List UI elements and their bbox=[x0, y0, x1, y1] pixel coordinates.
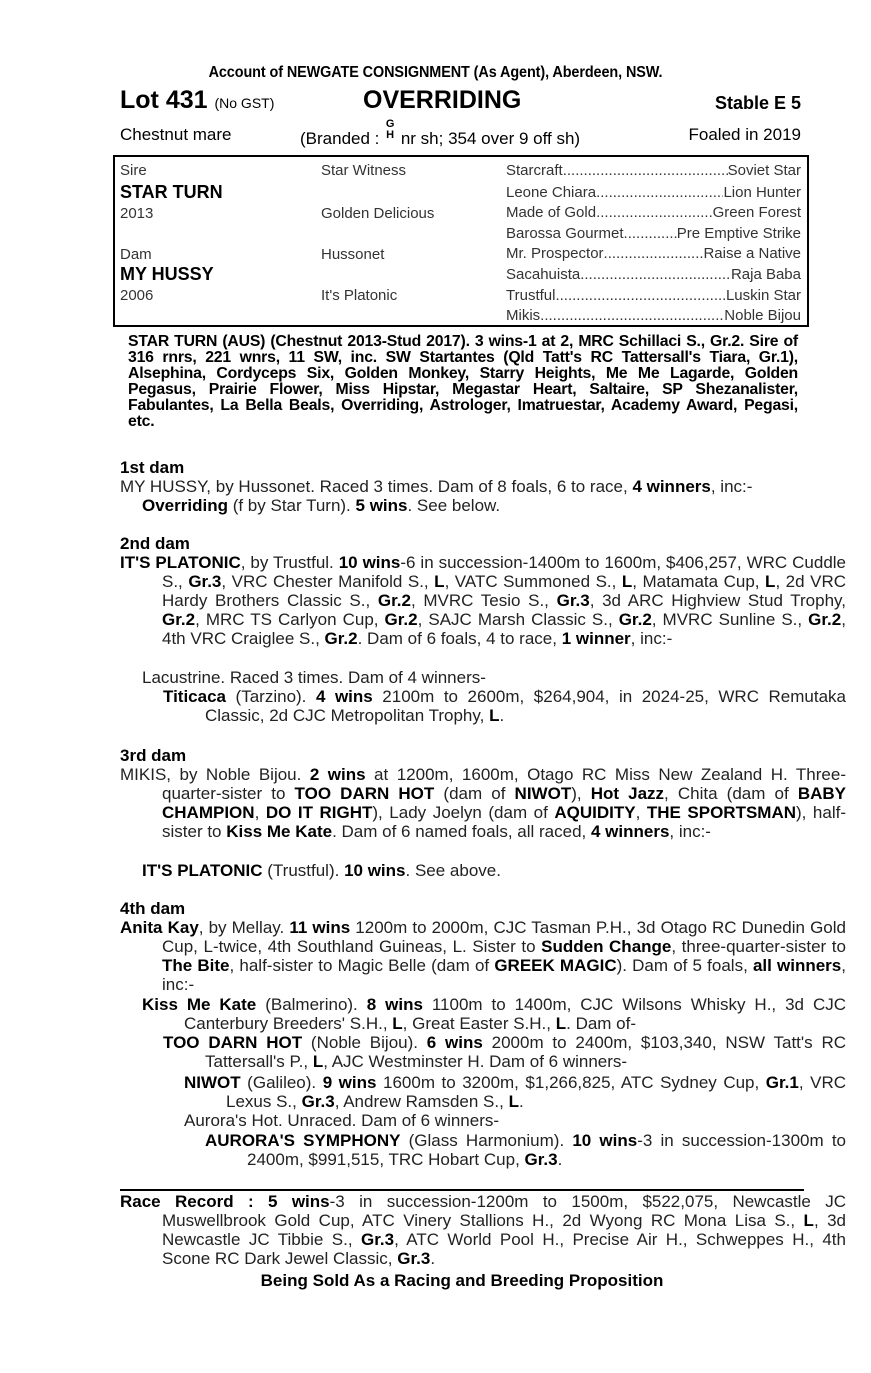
auroras-hot: Aurora's Hot. Unraced. Dam of 6 winners- bbox=[184, 1111, 500, 1130]
consignor-line: Account of NEWGATE CONSIGNMENT (As Agent), Aberdeen, NSW. bbox=[208, 64, 663, 81]
first-dam-heading: 1st dam bbox=[120, 458, 185, 477]
lot-number: Lot 431 (No GST) bbox=[120, 86, 275, 114]
gen3-row: Mr. Prospector ..... Raise a Native bbox=[506, 245, 801, 262]
niwot: NIWOT (Galileo). 9 wins 1600m to 3200m, $1,266,825, ATC Sydney Cup, Gr.1, VRC Lexus S., Gr.3, Andrew Ramsden S., L. bbox=[184, 1073, 847, 1111]
gen3-row: Barossa Gourmet ..... Pre Emptive Strike bbox=[506, 225, 801, 242]
sire-name: STAR TURN bbox=[120, 182, 223, 202]
fourth-dam-heading: 4th dam bbox=[120, 899, 186, 918]
third-dam-heading: 3rd dam bbox=[120, 746, 187, 765]
pedigree-table bbox=[113, 155, 809, 327]
kiss-me-kate: Kiss Me Kate (Balmerino). 8 wins 1100m to 1400m, CJC Wilsons Whisky H., 3d CJC Canterbury Breeders' S.H., L, Great Easter S.H., L. Dam of- bbox=[142, 995, 847, 1033]
sire-year: 2013 bbox=[120, 205, 154, 222]
gen3-row: Sacahuista ..... Raja Baba bbox=[506, 266, 801, 283]
fourth-dam-text: Anita Kay, by Mellay. 11 wins 1200m to 2000m, CJC Tasman P.H., 3d Otago RC Dunedin Gold Cup, L-twice, 4th Southland Guineas, L. Sister to Sudden Change, three-quarter-sister to The Bite, half-sister to Magic Belle (dam of GREEK MAGIC). Dam of 5 foals, all winners, inc:- bbox=[120, 918, 846, 994]
dam-label: Dam bbox=[120, 246, 152, 263]
stable: Stable E 5 bbox=[714, 93, 801, 113]
titicaca: Titicaca (Tarzino). 4 wins 2100m to 2600m, $264,904, in 2024-25, WRC Remutaka Classic, 2d CJC Metropolitan Trophy, L. bbox=[163, 687, 847, 725]
sire-label: Sire bbox=[120, 162, 147, 179]
first-dam-text: MY HUSSY, by Hussonet. Raced 3 times. Dam of 8 foals, 6 to race, 4 winners, inc:- bbox=[120, 477, 753, 496]
race-record-rule bbox=[120, 1189, 804, 1191]
gen3-row: Leone Chiara ..... Lion Hunter bbox=[506, 184, 801, 201]
dam-name: MY HUSSY bbox=[120, 264, 214, 284]
gen3-row: Mikis ..... Noble Bijou bbox=[506, 307, 801, 324]
third-dam-foal: IT'S PLATONIC (Trustful). 10 wins. See above. bbox=[142, 861, 501, 880]
second-dam-text: IT'S PLATONIC, by Trustful. 10 wins-6 in succession-1400m to 1600m, $406,257, WRC Cuddle S., Gr.3, VRC Chester Manifold S., L, VATC Summoned S., L, Matamata Cup, L, 2d VRC Hardy Brothers Classic S., Gr.2, MVRC Tesio S., Gr.3, 3d ARC Highview Stud Trophy, Gr.2, MRC TS Carlyon Cup, Gr.2, SAJC Marsh Classic S., Gr.2, MVRC Sunline S., Gr.2, 4th VRC Craiglee S., Gr.2. Dam of 6 foals, 4 to race, 1 winner, inc:- bbox=[120, 553, 847, 648]
sire-dam: Golden Delicious bbox=[321, 205, 435, 222]
dam-sire: Hussonet bbox=[321, 246, 385, 263]
sire-summary: STAR TURN (AUS) (Chestnut 2013-Stud 2017). 3 wins-1 at 2, MRC Schillaci S., Gr.2. Sire of 316 rnrs, 221 wnrs, 11 SW, inc. SW Startantes (Qld Tatt's RC Tattersall's Tiara, Gr.1), Alsephina, Cordyceps Six, Golden Monkey, Starry Heights, Me Me Lagarde, Golden Pegasus, Prairie Flower, Miss Hipstar, Megastar Heart, Saltaire, SP Shezanalister, Fabulantes, La Bella Beals, Overriding, Astrologer, Imatruestar, Academy Award, Pegasi, etc. bbox=[128, 333, 798, 430]
sire-sire: Star Witness bbox=[321, 162, 407, 179]
third-dam-text: MIKIS, by Noble Bijou. 2 wins at 1200m, 1600m, Otago RC Miss New Zealand H. Three-quarter-sister to TOO DARN HOT (dam of NIWOT), Hot Jazz, Chita (dam of BABY CHAMPION, DO IT RIGHT), Lady Joelyn (dam of AQUIDITY, THE SPORTSMAN), half-sister to Kiss Me Kate. Dam of 6 named foals, all raced, 4 winners, inc:- bbox=[120, 765, 847, 841]
dam-year: 2006 bbox=[120, 287, 154, 304]
gen3-row: Trustful ..... Luskin Star bbox=[506, 287, 801, 304]
sale-note: Being Sold As a Racing and Breeding Proposition bbox=[260, 1271, 664, 1290]
gst-note: (No GST) bbox=[214, 95, 275, 111]
first-dam-foal: Overriding (f by Star Turn). 5 wins. See below. bbox=[142, 496, 501, 515]
dam-dam: It's Platonic bbox=[321, 287, 398, 304]
gen3-row: Starcraft ..... Soviet Star bbox=[506, 162, 801, 179]
lacustrine: Lacustrine. Raced 3 times. Dam of 4 winners- bbox=[142, 668, 486, 687]
race-record: Race Record : 5 wins-3 in succession-1200m to 1500m, $522,075, Newcastle JC Muswellbrook Gold Cup, ATC Vinery Stallions H., 2d Wyong RC Mona Lisa S., L, 3d Newcastle JC Tibbie S., Gr.3, ATC World Pool H., Precise Air H., Schweppes H., 4th Scone RC Dark Jewel Classic, Gr.3. bbox=[120, 1192, 847, 1268]
horse-name: OVERRIDING bbox=[363, 86, 522, 114]
foaled: Foaled in 2019 bbox=[688, 125, 801, 144]
second-dam-heading: 2nd dam bbox=[120, 534, 190, 553]
too-darn-hot: TOO DARN HOT (Noble Bijou). 6 wins 2000m to 2400m, $103,340, NSW Tatt's RC Tattersall's P., L, AJC Westminster H. Dam of 6 winners- bbox=[163, 1033, 846, 1071]
gen3-row: Made of Gold ..... Green Forest bbox=[506, 204, 801, 221]
brand-mark: G H bbox=[385, 118, 395, 141]
brand: (Branded : G H nr sh; 354 over 9 off sh) bbox=[300, 118, 581, 148]
horse-description: Chestnut mare bbox=[120, 125, 232, 144]
auroras-symphony: AURORA'S SYMPHONY (Glass Harmonium). 10 wins-3 in succession-1300m to 2400m, $991,515, TRC Hobart Cup, Gr.3. bbox=[205, 1131, 846, 1169]
